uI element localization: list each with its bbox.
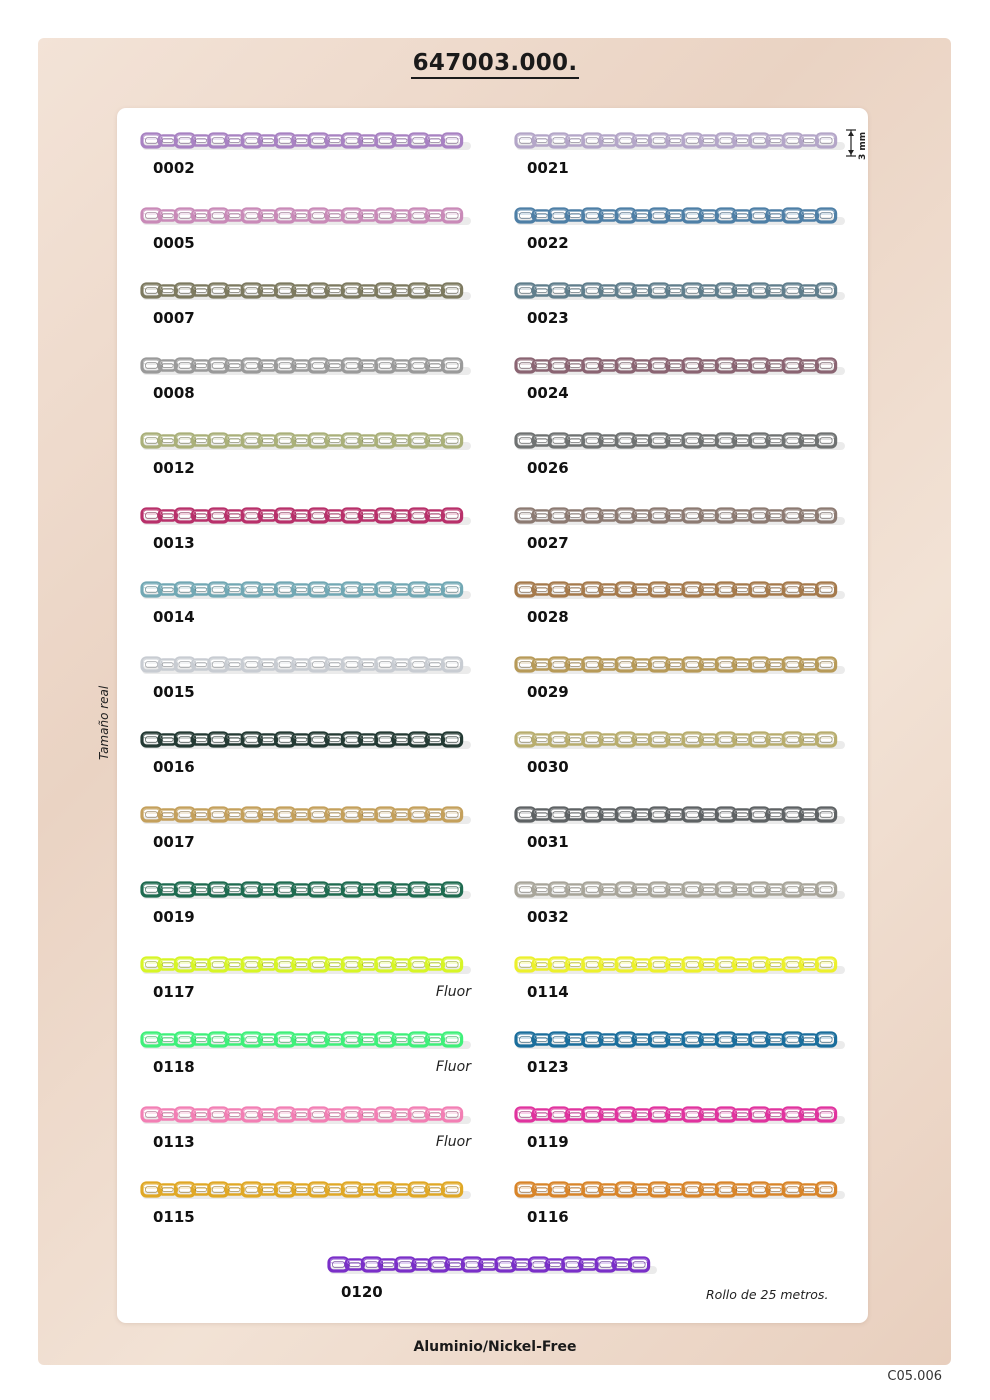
color-code: 0119 bbox=[527, 1132, 569, 1151]
chain-sample-0113 bbox=[140, 1102, 473, 1151]
chain-sample-0114 bbox=[514, 952, 847, 1001]
chain-sample-0116 bbox=[514, 1177, 847, 1226]
color-code: 0026 bbox=[527, 458, 569, 477]
chain-swatch bbox=[140, 428, 473, 454]
chain-swatch bbox=[514, 802, 847, 828]
color-code: 0013 bbox=[153, 533, 195, 552]
chain-swatch bbox=[140, 1027, 473, 1053]
fluor-tag: Fluor bbox=[435, 1058, 471, 1075]
color-code: 0030 bbox=[527, 758, 569, 777]
chain-sample-0117 bbox=[140, 952, 473, 1001]
color-code: 0002 bbox=[153, 159, 195, 177]
chain-swatch bbox=[140, 1177, 473, 1203]
color-code: 0120 bbox=[341, 1283, 383, 1301]
color-code: 0022 bbox=[527, 233, 569, 252]
chain-sample-0005 bbox=[140, 203, 473, 252]
chain-sample-0031 bbox=[514, 802, 847, 852]
chain-swatch bbox=[514, 1102, 847, 1128]
chain-sample-0123 bbox=[514, 1027, 847, 1076]
chain-sample-0017 bbox=[140, 802, 473, 852]
chain-swatch bbox=[140, 1102, 473, 1128]
color-code: 0027 bbox=[527, 533, 569, 552]
roll-length-note: Rollo de 25 metros. bbox=[706, 1287, 829, 1302]
chain-swatch bbox=[140, 652, 473, 678]
color-code: 0116 bbox=[527, 1207, 569, 1226]
chain-sample-0014 bbox=[140, 577, 473, 627]
fluor-tag: Fluor bbox=[435, 1133, 471, 1150]
page-code: C05.006 bbox=[887, 1369, 942, 1384]
chain-sample-0012 bbox=[140, 428, 473, 477]
chain-sample-0032 bbox=[514, 877, 847, 926]
chain-swatch bbox=[514, 353, 847, 379]
color-code: 0019 bbox=[153, 908, 195, 926]
material-footer: Aluminio/Nickel-Free bbox=[413, 1339, 577, 1355]
chain-sample-0023 bbox=[514, 278, 847, 327]
chain-sample-0019 bbox=[140, 877, 473, 926]
scale-label: 3 mm bbox=[858, 131, 868, 160]
color-code: 0117 bbox=[153, 982, 195, 1001]
chain-swatch bbox=[140, 802, 473, 828]
chain-swatch bbox=[140, 577, 473, 603]
chain-swatch bbox=[140, 203, 473, 229]
chain-sample-0008 bbox=[140, 353, 473, 402]
actual-size-label: Tamaño real bbox=[97, 685, 111, 760]
chain-sample-0016 bbox=[140, 727, 473, 777]
color-code: 0123 bbox=[527, 1057, 569, 1076]
color-code: 0023 bbox=[527, 308, 569, 327]
fluor-tag: Fluor bbox=[435, 983, 471, 1000]
chain-swatch bbox=[514, 877, 847, 903]
color-code: 0032 bbox=[527, 908, 569, 926]
chain-sample-0029 bbox=[514, 652, 847, 702]
chain-swatch bbox=[140, 952, 473, 978]
chain-sample-0030 bbox=[514, 727, 847, 777]
chain-sample-0015 bbox=[140, 652, 473, 702]
chain-swatch bbox=[140, 353, 473, 379]
chain-swatch bbox=[514, 503, 847, 529]
chain-sample-0118 bbox=[140, 1027, 473, 1076]
color-code: 0015 bbox=[153, 683, 195, 702]
chain-swatch bbox=[514, 1177, 847, 1203]
chain-swatch bbox=[514, 1027, 847, 1053]
chain-swatch bbox=[514, 428, 847, 454]
color-code: 0014 bbox=[153, 608, 195, 627]
color-code: 0031 bbox=[527, 833, 569, 852]
chain-swatch bbox=[514, 727, 847, 753]
chain-sample-0024 bbox=[514, 353, 847, 402]
product-reference-text: 647003.000. bbox=[411, 50, 580, 79]
chain-swatch bbox=[514, 203, 847, 229]
color-code: 0118 bbox=[153, 1057, 195, 1076]
color-code: 0028 bbox=[527, 608, 569, 627]
chain-sample-0026 bbox=[514, 428, 847, 477]
color-code: 0113 bbox=[153, 1132, 195, 1151]
color-code: 0008 bbox=[153, 383, 195, 402]
chain-swatch bbox=[514, 278, 847, 304]
chain-sample-0022 bbox=[514, 203, 847, 252]
color-code: 0029 bbox=[527, 683, 569, 702]
chain-sample-0027 bbox=[514, 503, 847, 552]
chain-swatch bbox=[140, 727, 473, 753]
color-code: 0021 bbox=[527, 159, 569, 177]
chain-sample-0013 bbox=[140, 503, 473, 552]
chain-sample-0119 bbox=[514, 1102, 847, 1151]
color-code: 0017 bbox=[153, 833, 195, 852]
chain-sample-0002 bbox=[140, 128, 473, 177]
chain-sample-0007 bbox=[140, 278, 473, 327]
chain-swatch bbox=[514, 577, 847, 603]
chain-sample-0028 bbox=[514, 577, 847, 627]
chain-swatch bbox=[140, 503, 473, 529]
color-code: 0115 bbox=[153, 1207, 195, 1226]
chain-swatch bbox=[140, 128, 473, 154]
chain-sample-0115 bbox=[140, 1177, 473, 1226]
color-code: 0016 bbox=[153, 758, 195, 777]
chain-swatch bbox=[140, 278, 473, 304]
chain-sample-0120 bbox=[327, 1252, 659, 1301]
chain-swatch bbox=[514, 652, 847, 678]
product-reference-title bbox=[0, 50, 990, 76]
chain-swatch bbox=[514, 128, 847, 154]
chain-swatch bbox=[140, 877, 473, 903]
chain-sample-0021 bbox=[514, 128, 847, 177]
color-code: 0012 bbox=[153, 458, 195, 477]
chain-swatch bbox=[327, 1252, 659, 1278]
color-code: 0024 bbox=[527, 383, 569, 402]
color-code: 0007 bbox=[153, 308, 195, 327]
chain-swatch bbox=[514, 952, 847, 978]
color-code: 0114 bbox=[527, 982, 569, 1001]
color-code: 0005 bbox=[153, 233, 195, 252]
